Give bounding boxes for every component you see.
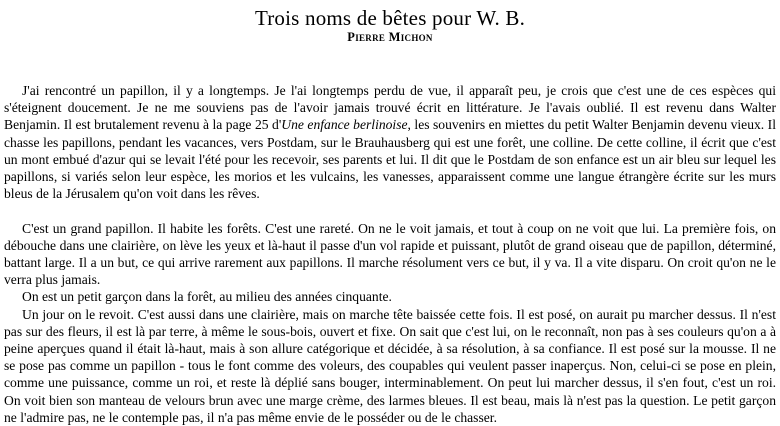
article-title: Trois noms de bêtes pour W. B. (254, 6, 526, 30)
paragraph-1-text-a: J'ai rencontré un papillon, il y a longtemps. Je l'ai longtemps perdu de vue, il apparaît peu, je crois que c'est une de ces espèces qui s'éteignent doucement. Je ne me souviens pas de l'avoir jamais trouvé écrit en littérature. Je l'avais oublié. Il est revenu dans Walter Benjamin. Il est brutalement revenu à la page 25 d' (4, 83, 776, 133)
paragraph-2: C'est un grand papillon. Il habite les forêts. C'est une rareté. On ne le voit jamais, et tout à coup on ne voit que lui. La première fois, on débouche dans une clairière, on lève les yeux et là-haut il passe d'un vol rapide et puissant, plutôt de grand oiseau que de papillon, déterminé, battant large. Il a un but, ce qui arrive rarement aux papillons. Il marche résolument vers ce but, il y va. Il a vite disparu. On croit qu'on ne le verra plus jamais. (4, 220, 776, 288)
article-author: Pierre Michon (347, 30, 433, 44)
paragraph-1-text-b: , les souvenirs en miettes du petit Walter Benjamin devenu vieux. Il chasse les papillons, pendant les vacances, vers Postdam, sur le Brauhausberg qui est une forêt, une colline. De cette colline, il écrit que c'est un mont embué d'azur qui se levait l'été pour les recevoir, ses parents et lui. Il dit que le Postdam de son enfance est un air bleu sur lequel les papillons, si variés selon leur espèce, les morios et les vulcains, les vanesses, apparaissent comme une langue étrangère écrite sur les murs bleus de la Jérusalem qu'on voit dans les rêves. (4, 117, 776, 202)
book-title-italic: Une enfance berlinoise (281, 117, 408, 133)
article-body (4, 82, 776, 426)
paragraph-3: On est un petit garçon dans la forêt, au milieu des années cinquante. (22, 289, 392, 305)
paragraph-4: Un jour on le revoit. C'est aussi dans une clairière, mais on marche tête baissée cette fois. Il est posé, on aurait pu marcher dessus. Il n'est pas sur des fleurs, il est là par terre, à même le sous-bois, ouvert et fixe. On sait que c'est lui, on le reconnaît, non pas à ses couleurs qu'on a à peine aperçues quand il était là-haut, mais à son allure catégorique et décidée, à sa résolution, à sa confiance. Il est posé sur la mousse. Il ne se pose pas comme un papillon - tous le font comme des voleurs, des coupables qui veulent passer inaperçus. Non, celui-ci se pose en plein, comme une puissance, comme un roi, et reste là déplié sans bouger, interminablement. On peut lui marcher dessus, il s'en fout, c'est un roi. On voit bien son manteau de velours brun avec une marge crème, des larmes bleues. Il est beau, mais là n'est pas la question. Le petit garçon ne l'admire pas, ne le contemple pas, il n'a pas même envie de le posséder ou de le chasser. (4, 306, 776, 425)
paragraph-1 (4, 82, 776, 202)
article-header (0, 6, 780, 45)
